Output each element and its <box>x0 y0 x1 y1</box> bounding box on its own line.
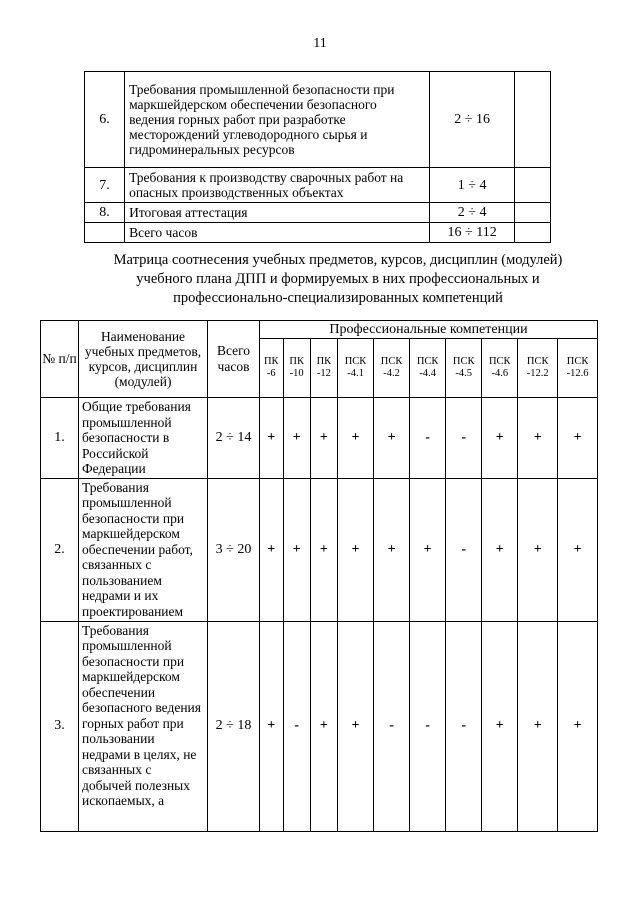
col-header-number: № п/п <box>41 321 79 398</box>
competency-mark: + <box>482 478 518 621</box>
competency-header: ПСК -12.6 <box>558 339 598 398</box>
page-number: 11 <box>313 36 327 51</box>
col-header-total: Всего часов <box>208 321 260 398</box>
competency-header: ПК -10 <box>283 339 310 398</box>
competency-mark: - <box>410 398 446 479</box>
subject-name: Требования промышленной безопасности при маркшейдерском обеспечении работ, связанных с пользованием недрами и их проектированием <box>79 478 208 621</box>
total-hours: 2 ÷ 14 <box>208 398 260 479</box>
competency-header: ПСК -4.4 <box>410 339 446 398</box>
competency-mark: + <box>310 621 337 831</box>
competency-mark: + <box>283 478 310 621</box>
competency-header: ПСК -12.2 <box>518 339 558 398</box>
competency-mark: - <box>446 398 482 479</box>
row-number: 2. <box>41 478 79 621</box>
competency-mark: + <box>283 398 310 479</box>
subject-name: Общие требования промышленной безопасности в Российской Федерации <box>79 398 208 479</box>
competency-mark: + <box>260 621 284 831</box>
competency-header: ПК -6 <box>260 339 284 398</box>
competency-mark: - <box>410 621 446 831</box>
row-number: 7. <box>85 168 125 203</box>
subject-name: Требования к производству сварочных работ на опасных производственных объектах <box>125 168 430 203</box>
table-row <box>85 168 551 203</box>
competency-mark: + <box>482 398 518 479</box>
col-header-group: Профессиональные компетенции <box>260 321 598 339</box>
row-number: 6. <box>85 72 125 168</box>
row-number <box>85 223 125 243</box>
competency-mark: - <box>374 621 410 831</box>
competency-mark: + <box>337 478 373 621</box>
competency-mark: + <box>558 621 598 831</box>
subject-name: Требования промышленной безопасности при маркшейдерском обеспечении безопасного ведения горных работ при пользовании недрами в целях, не связанных с добычей полезных ископаемых, а <box>79 621 208 831</box>
empty-cell <box>515 223 551 243</box>
competency-header: ПСК -4.1 <box>337 339 373 398</box>
competency-mark: + <box>518 621 558 831</box>
header-row <box>41 321 598 339</box>
table-row <box>41 398 598 479</box>
row-number: 1. <box>41 398 79 479</box>
competency-mark: + <box>310 398 337 479</box>
competency-header: ПСК -4.2 <box>374 339 410 398</box>
competency-mark: + <box>518 398 558 479</box>
competency-mark: + <box>374 398 410 479</box>
competency-header: ПСК -4.5 <box>446 339 482 398</box>
competency-mark: - <box>446 478 482 621</box>
competency-header: ПСК -4.6 <box>482 339 518 398</box>
hours-table <box>84 71 551 243</box>
row-number: 3. <box>41 621 79 831</box>
matrix-title: Матрица соотнесения учебных предметов, курсов, дисциплин (модулей) учебного плана ДПП и формируемых в них профессиональных и профессионально-специализированных компетенций <box>113 252 563 306</box>
hours-value: 16 ÷ 112 <box>430 223 515 243</box>
subject-name: Всего часов <box>125 223 430 243</box>
competency-mark: - <box>283 621 310 831</box>
competency-mark: + <box>374 478 410 621</box>
competency-header: ПК -12 <box>310 339 337 398</box>
total-hours: 2 ÷ 18 <box>208 621 260 831</box>
competency-mark: + <box>482 621 518 831</box>
competency-mark: + <box>558 478 598 621</box>
competency-mark: + <box>260 398 284 479</box>
empty-cell <box>515 168 551 203</box>
table-row <box>85 72 551 168</box>
empty-cell <box>515 72 551 168</box>
table-row <box>85 203 551 223</box>
table-row <box>85 223 551 243</box>
hours-value: 2 ÷ 16 <box>430 72 515 168</box>
competency-mark: + <box>558 398 598 479</box>
competency-mark: - <box>446 621 482 831</box>
empty-cell <box>515 203 551 223</box>
competency-mark: + <box>337 621 373 831</box>
competency-mark: + <box>518 478 558 621</box>
row-number: 8. <box>85 203 125 223</box>
hours-value: 1 ÷ 4 <box>430 168 515 203</box>
subject-name: Итоговая аттестация <box>125 203 430 223</box>
table-row <box>41 478 598 621</box>
competency-mark: + <box>260 478 284 621</box>
competency-mark: + <box>337 398 373 479</box>
table-row <box>41 621 598 831</box>
hours-value: 2 ÷ 4 <box>430 203 515 223</box>
competency-matrix <box>40 320 598 832</box>
competency-mark: + <box>410 478 446 621</box>
total-hours: 3 ÷ 20 <box>208 478 260 621</box>
competency-mark: + <box>310 478 337 621</box>
subject-name: Требования промышленной безопасности при маркшейдерском обеспечении безопасного ведения горных работ при разработке месторождений углеводородного сырья и гидроминеральных ресурсов <box>125 72 430 168</box>
col-header-name: Наименование учебных предметов, курсов, дисциплин (модулей) <box>79 321 208 398</box>
